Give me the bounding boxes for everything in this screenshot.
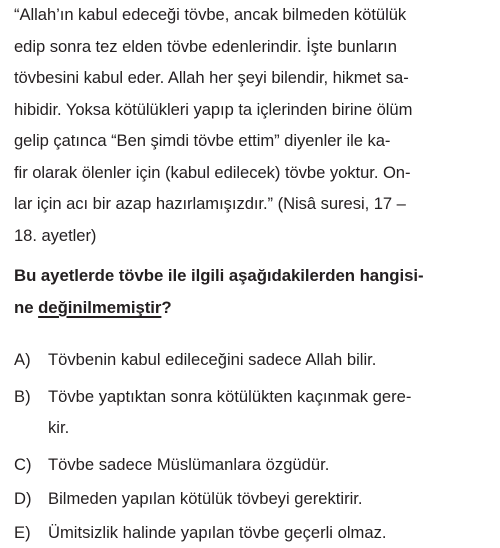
passage-line: hibidir. Yoksa kötülükleri yapıp ta içlerinden birine ölüm xyxy=(14,100,413,119)
passage-line: fir olarak ölenler için (kabul edilecek) tövbe yoktur. On- xyxy=(14,163,411,182)
passage-line: tövbesini kabul eder. Allah her şeyi bilendir, hikmet sa- xyxy=(14,68,409,87)
option-letter: E) xyxy=(14,523,31,542)
option-letter: C) xyxy=(14,455,32,474)
option-letter: A) xyxy=(14,350,31,369)
question-mark: ? xyxy=(161,298,172,317)
option-text: kir. xyxy=(48,418,70,437)
passage-line: edip sonra tez elden tövbe edenlerindir. İşte bunların xyxy=(14,37,397,56)
option-text: Ümitsizlik halinde yapılan tövbe geçerli olmaz. xyxy=(48,523,387,542)
option-letter: D) xyxy=(14,489,32,508)
question-line xyxy=(14,298,172,318)
option-text: Tövbe sadece Müslümanlara özgüdür. xyxy=(48,455,330,474)
passage-line: gelip çatınca “Ben şimdi tövbe ettim” diyenler ile ka- xyxy=(14,131,391,150)
option-text: Tövbenin kabul edileceğini sadece Allah bilir. xyxy=(48,350,377,369)
emphasized-word: değinilmemiştir xyxy=(38,298,162,317)
question-text: ne xyxy=(14,298,39,317)
question-line: Bu ayetlerde tövbe ile ilgili aşağıdakilerden hangisi- xyxy=(14,266,424,285)
option-text: Tövbe yaptıktan sonra kötülükten kaçınmak gere- xyxy=(48,387,412,406)
option-text: Bilmeden yapılan kötülük tövbeyi gerektirir. xyxy=(48,489,363,508)
option-letter: B) xyxy=(14,387,31,406)
passage-line: 18. ayetler) xyxy=(14,226,97,245)
passage-line: “Allah’ın kabul edeceği tövbe, ancak bilmeden kötülük xyxy=(14,5,407,24)
passage-line: lar için acı bir azap hazırlamışızdır.” (Nisâ suresi, 17 – xyxy=(14,194,406,213)
